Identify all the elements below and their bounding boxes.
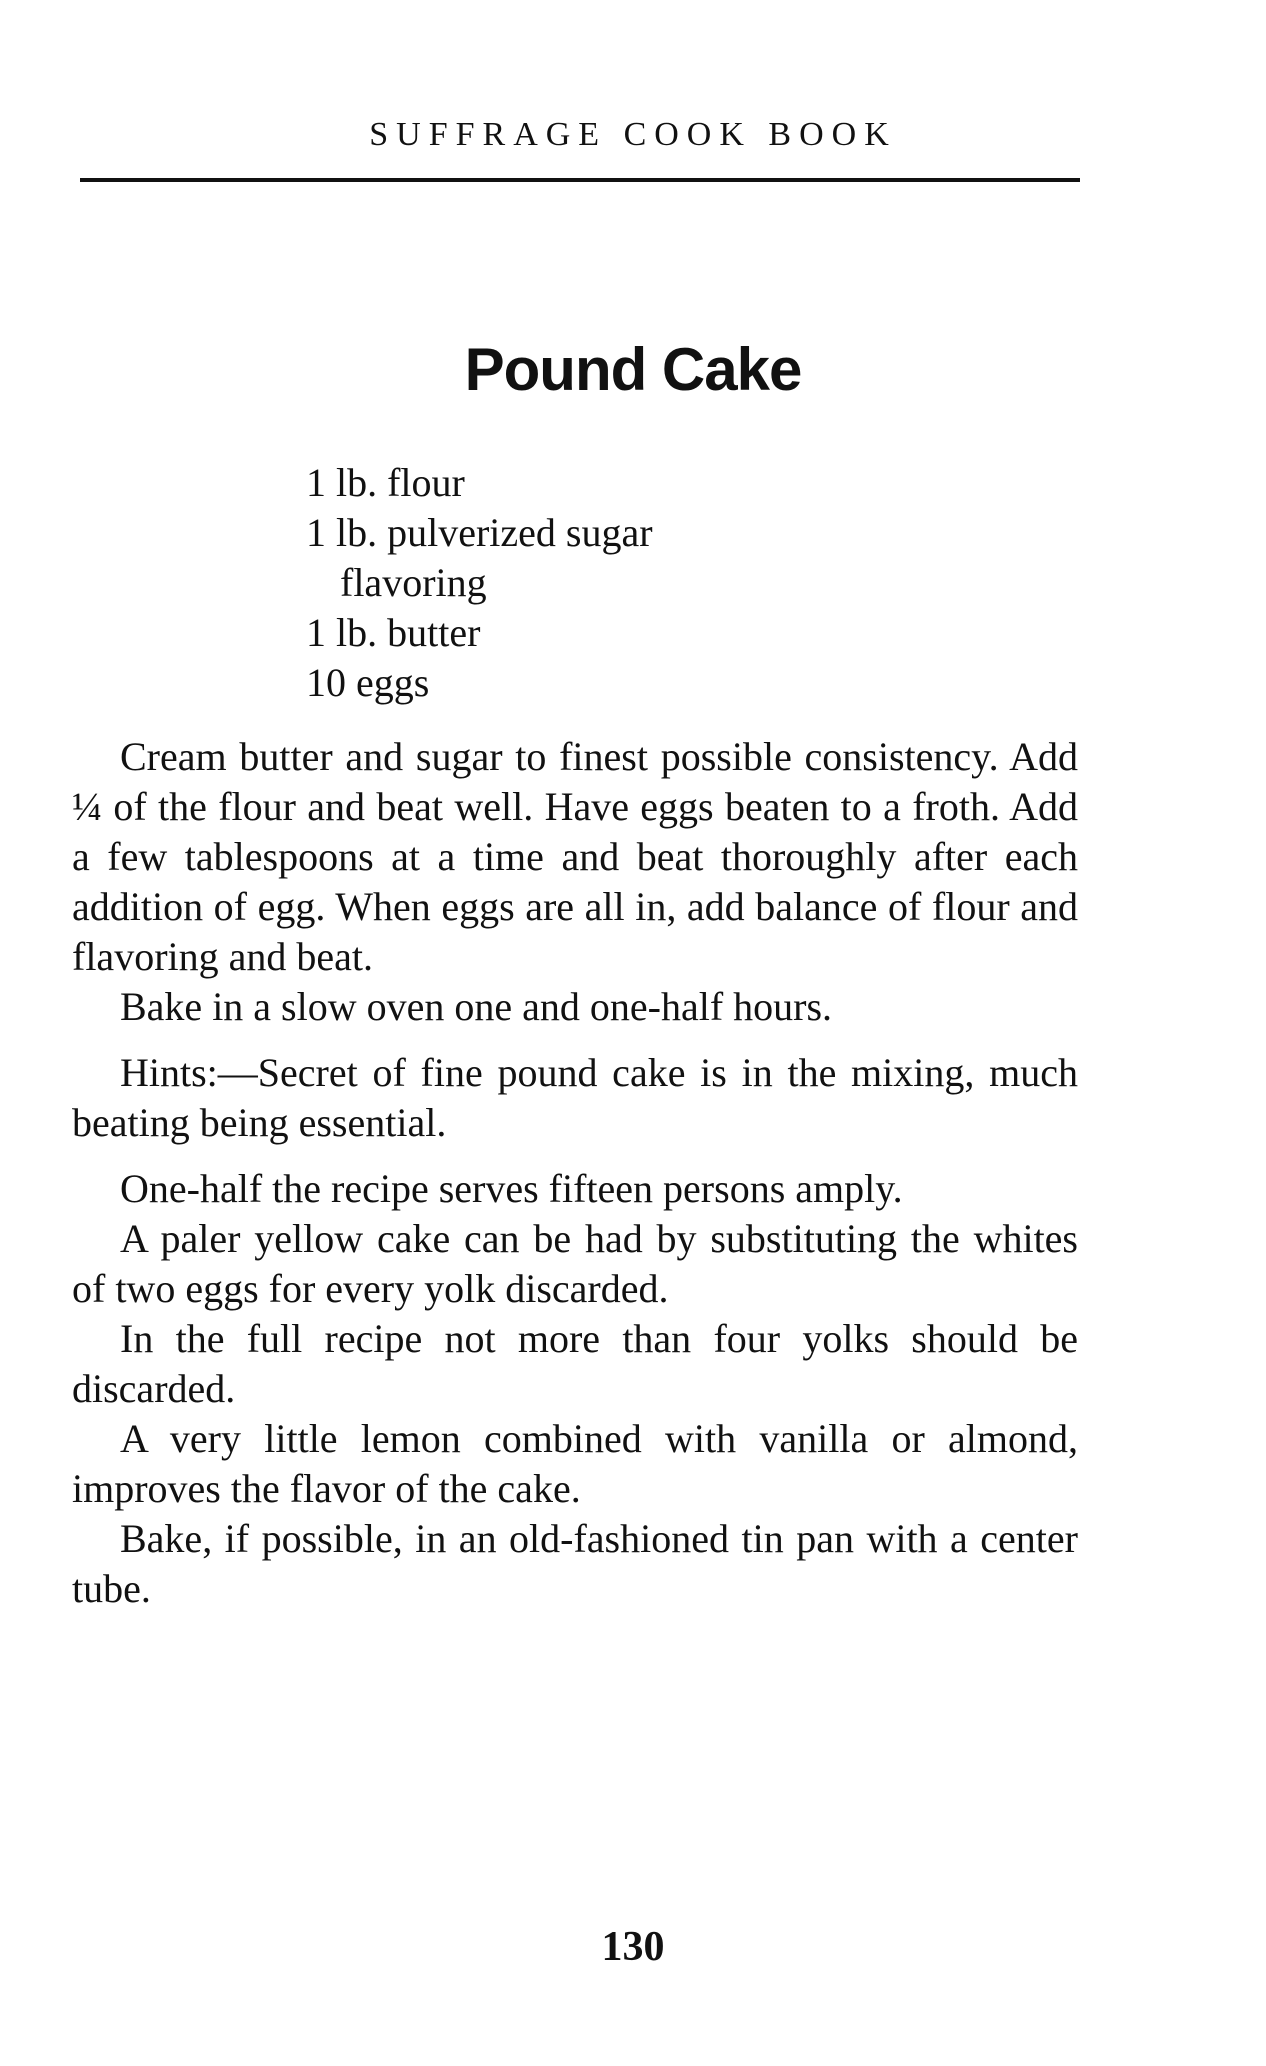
running-head: SUFFRAGE COOK BOOK — [369, 116, 897, 153]
hint-paragraph: Bake, if possible, in an old-fashioned tin pan with a center tube. — [72, 1516, 1078, 1611]
recipe-title: Pound Cake — [464, 336, 802, 403]
instruction-paragraph: Cream butter and sugar to finest possible consistency. Add ¼ of the flour and beat well. Have eggs beaten to a froth. Add a few tablespoons at a time and beat thoroughly after each addition of egg. When eggs are all in, add balance of flour and flavoring and beat. — [72, 734, 1078, 979]
hints-paragraph: Hints:—Secret of fine pound cake is in the mixing, much beating being essential. — [72, 1050, 1078, 1145]
ingredient-item: 1 lb. butter — [306, 610, 481, 655]
page-number: 130 — [601, 1924, 665, 1970]
hint-paragraph: In the full recipe not more than four yolks should be discarded. — [72, 1316, 1078, 1411]
ingredient-list — [306, 458, 653, 708]
ingredient-item: flavoring — [340, 560, 487, 605]
ingredient-item: 10 eggs — [306, 660, 430, 705]
hint-paragraph: A paler yellow cake can be had by substituting the whites of two eggs for every yolk discarded. — [72, 1216, 1078, 1311]
ingredient-item: 1 lb. pulverized sugar — [306, 510, 653, 555]
recipe-instructions — [72, 732, 1078, 1614]
hint-paragraph: A very little lemon combined with vanilla or almond, improves the flavor of the cake. — [72, 1416, 1078, 1511]
header-rule — [80, 178, 1080, 182]
ingredient-item: 1 lb. flour — [306, 460, 465, 505]
instruction-paragraph: Bake in a slow oven one and one-half hours. — [120, 984, 833, 1029]
hint-paragraph: One-half the recipe serves fifteen persons amply. — [120, 1166, 903, 1211]
